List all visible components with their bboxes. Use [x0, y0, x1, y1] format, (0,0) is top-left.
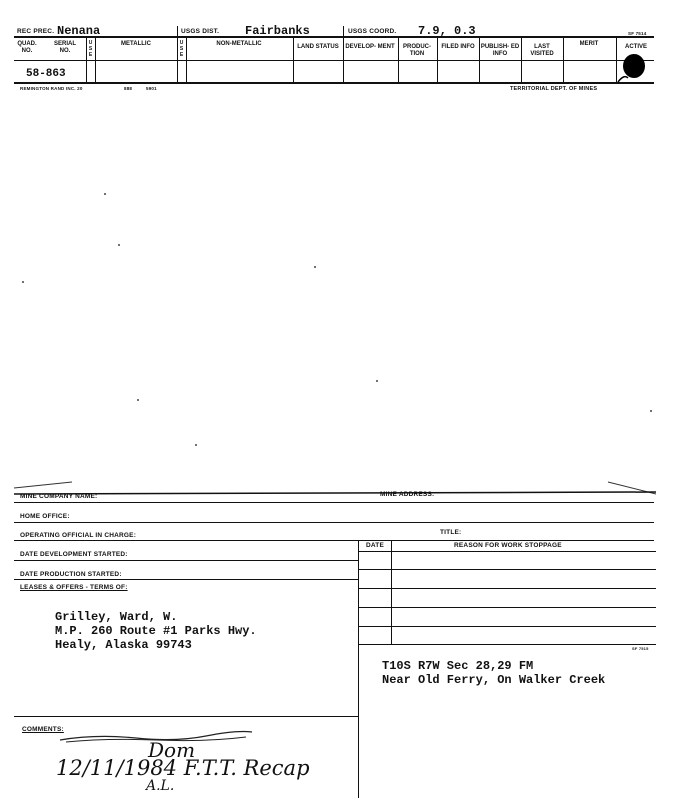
col-use-right: U S E — [179, 40, 184, 58]
footer-code1: 888 — [124, 86, 133, 91]
row-rule — [358, 551, 656, 552]
handwritten-note-date: 12/11/1984 F.T.T. Recap — [56, 756, 310, 780]
owner-city: Healy, Alaska 99743 — [55, 638, 192, 652]
location-description: Near Old Ferry, On Walker Creek — [382, 673, 606, 687]
date-development-label: DATE DEVELOPMENT STARTED: — [20, 551, 128, 558]
col-merit: MERIT — [579, 41, 599, 47]
col-last-visited: LAST VISITED — [530, 44, 554, 57]
rec-prec-value: Nenana — [57, 24, 101, 38]
divider — [86, 38, 87, 82]
operating-official-label: OPERATING OFFICIAL IN CHARGE: — [20, 532, 137, 539]
row-rule — [358, 607, 656, 608]
mine-company-name-label: MINE COMPANY NAME: — [20, 493, 98, 500]
col-development: DEVELOP- MENT — [345, 44, 395, 50]
footer-left: REMINGTON RAND INC. 20 — [20, 86, 83, 91]
scan-speck — [650, 410, 652, 412]
scan-speck — [118, 244, 120, 246]
footer-code2: 5901 — [146, 86, 157, 91]
divider — [391, 540, 392, 644]
owner-name: Grilley, Ward, W. — [55, 610, 178, 624]
location-legal: T10S R7W Sec 28,29 FM — [382, 659, 534, 673]
rec-prec-label: REC PREC. — [17, 28, 55, 35]
serial-value: 58-863 — [26, 68, 66, 80]
divider — [343, 26, 344, 82]
form-number: SF 7514 — [628, 31, 647, 36]
scan-speck — [314, 266, 316, 268]
top-rule — [14, 36, 654, 38]
row-rule — [358, 569, 656, 570]
card-top-edge — [12, 472, 658, 498]
scan-speck — [104, 193, 106, 195]
mine-address-label: MINE ADDRESS: — [380, 491, 435, 498]
scan-speck — [376, 380, 378, 382]
col-published-info: PUBLISH- ED INFO — [480, 44, 520, 57]
bottom-rule — [14, 82, 654, 84]
row-rule — [358, 644, 656, 645]
divider — [177, 26, 178, 82]
scan-speck — [195, 444, 197, 446]
active-punch-mark — [614, 48, 650, 88]
col-production: PRODUC- TION — [403, 44, 431, 57]
scan-speck — [137, 399, 139, 401]
row-rule — [14, 522, 654, 523]
col-use-left: U S E — [88, 40, 93, 58]
col-non-metallic: NON-METALLIC — [216, 41, 262, 47]
comments-label: COMMENTS: — [22, 726, 64, 733]
footer-right: TERRITORIAL DEPT. OF MINES — [510, 86, 598, 92]
col-filed-info: FILED INFO — [441, 44, 475, 50]
col-land-status: LAND STATUS — [297, 44, 339, 50]
divider — [358, 540, 359, 798]
row-rule — [14, 579, 358, 580]
reason-header: REASON FOR WORK STOPPAGE — [454, 542, 562, 549]
title-label: TITLE: — [440, 529, 462, 536]
scan-speck — [22, 281, 24, 283]
col-serial-no: SERIAL NO. — [53, 41, 76, 54]
usgs-dist-value: Fairbanks — [245, 24, 310, 38]
owner-address: M.P. 260 Route #1 Parks Hwy. — [55, 624, 257, 638]
usgs-dist-label: USGS DIST. — [181, 28, 220, 35]
row-rule — [14, 502, 654, 503]
date-production-label: DATE PRODUCTION STARTED: — [20, 571, 122, 578]
row-rule — [14, 716, 358, 717]
handwritten-note-initials: A.L. — [146, 778, 175, 794]
form-number-bottom: SF 7515 — [632, 646, 649, 651]
row-rule — [358, 626, 656, 627]
row-rule — [14, 540, 654, 541]
header-row-rule — [14, 60, 654, 61]
col-active: ACTIVE — [624, 44, 647, 50]
usgs-coord-label: USGS COORD. — [348, 28, 397, 35]
row-rule — [14, 560, 358, 561]
handwritten-note-dom: Dom — [148, 738, 196, 762]
col-quad-no: QUAD. NO. — [17, 41, 37, 54]
usgs-coord-value: 7.9, 0.3 — [418, 24, 476, 38]
leases-label: LEASES & OFFERS - TERMS OF: — [20, 584, 128, 591]
home-office-label: HOME OFFICE: — [20, 513, 70, 520]
col-metallic: METALLIC — [121, 41, 151, 47]
row-rule — [358, 588, 656, 589]
date-header: DATE — [366, 542, 385, 549]
